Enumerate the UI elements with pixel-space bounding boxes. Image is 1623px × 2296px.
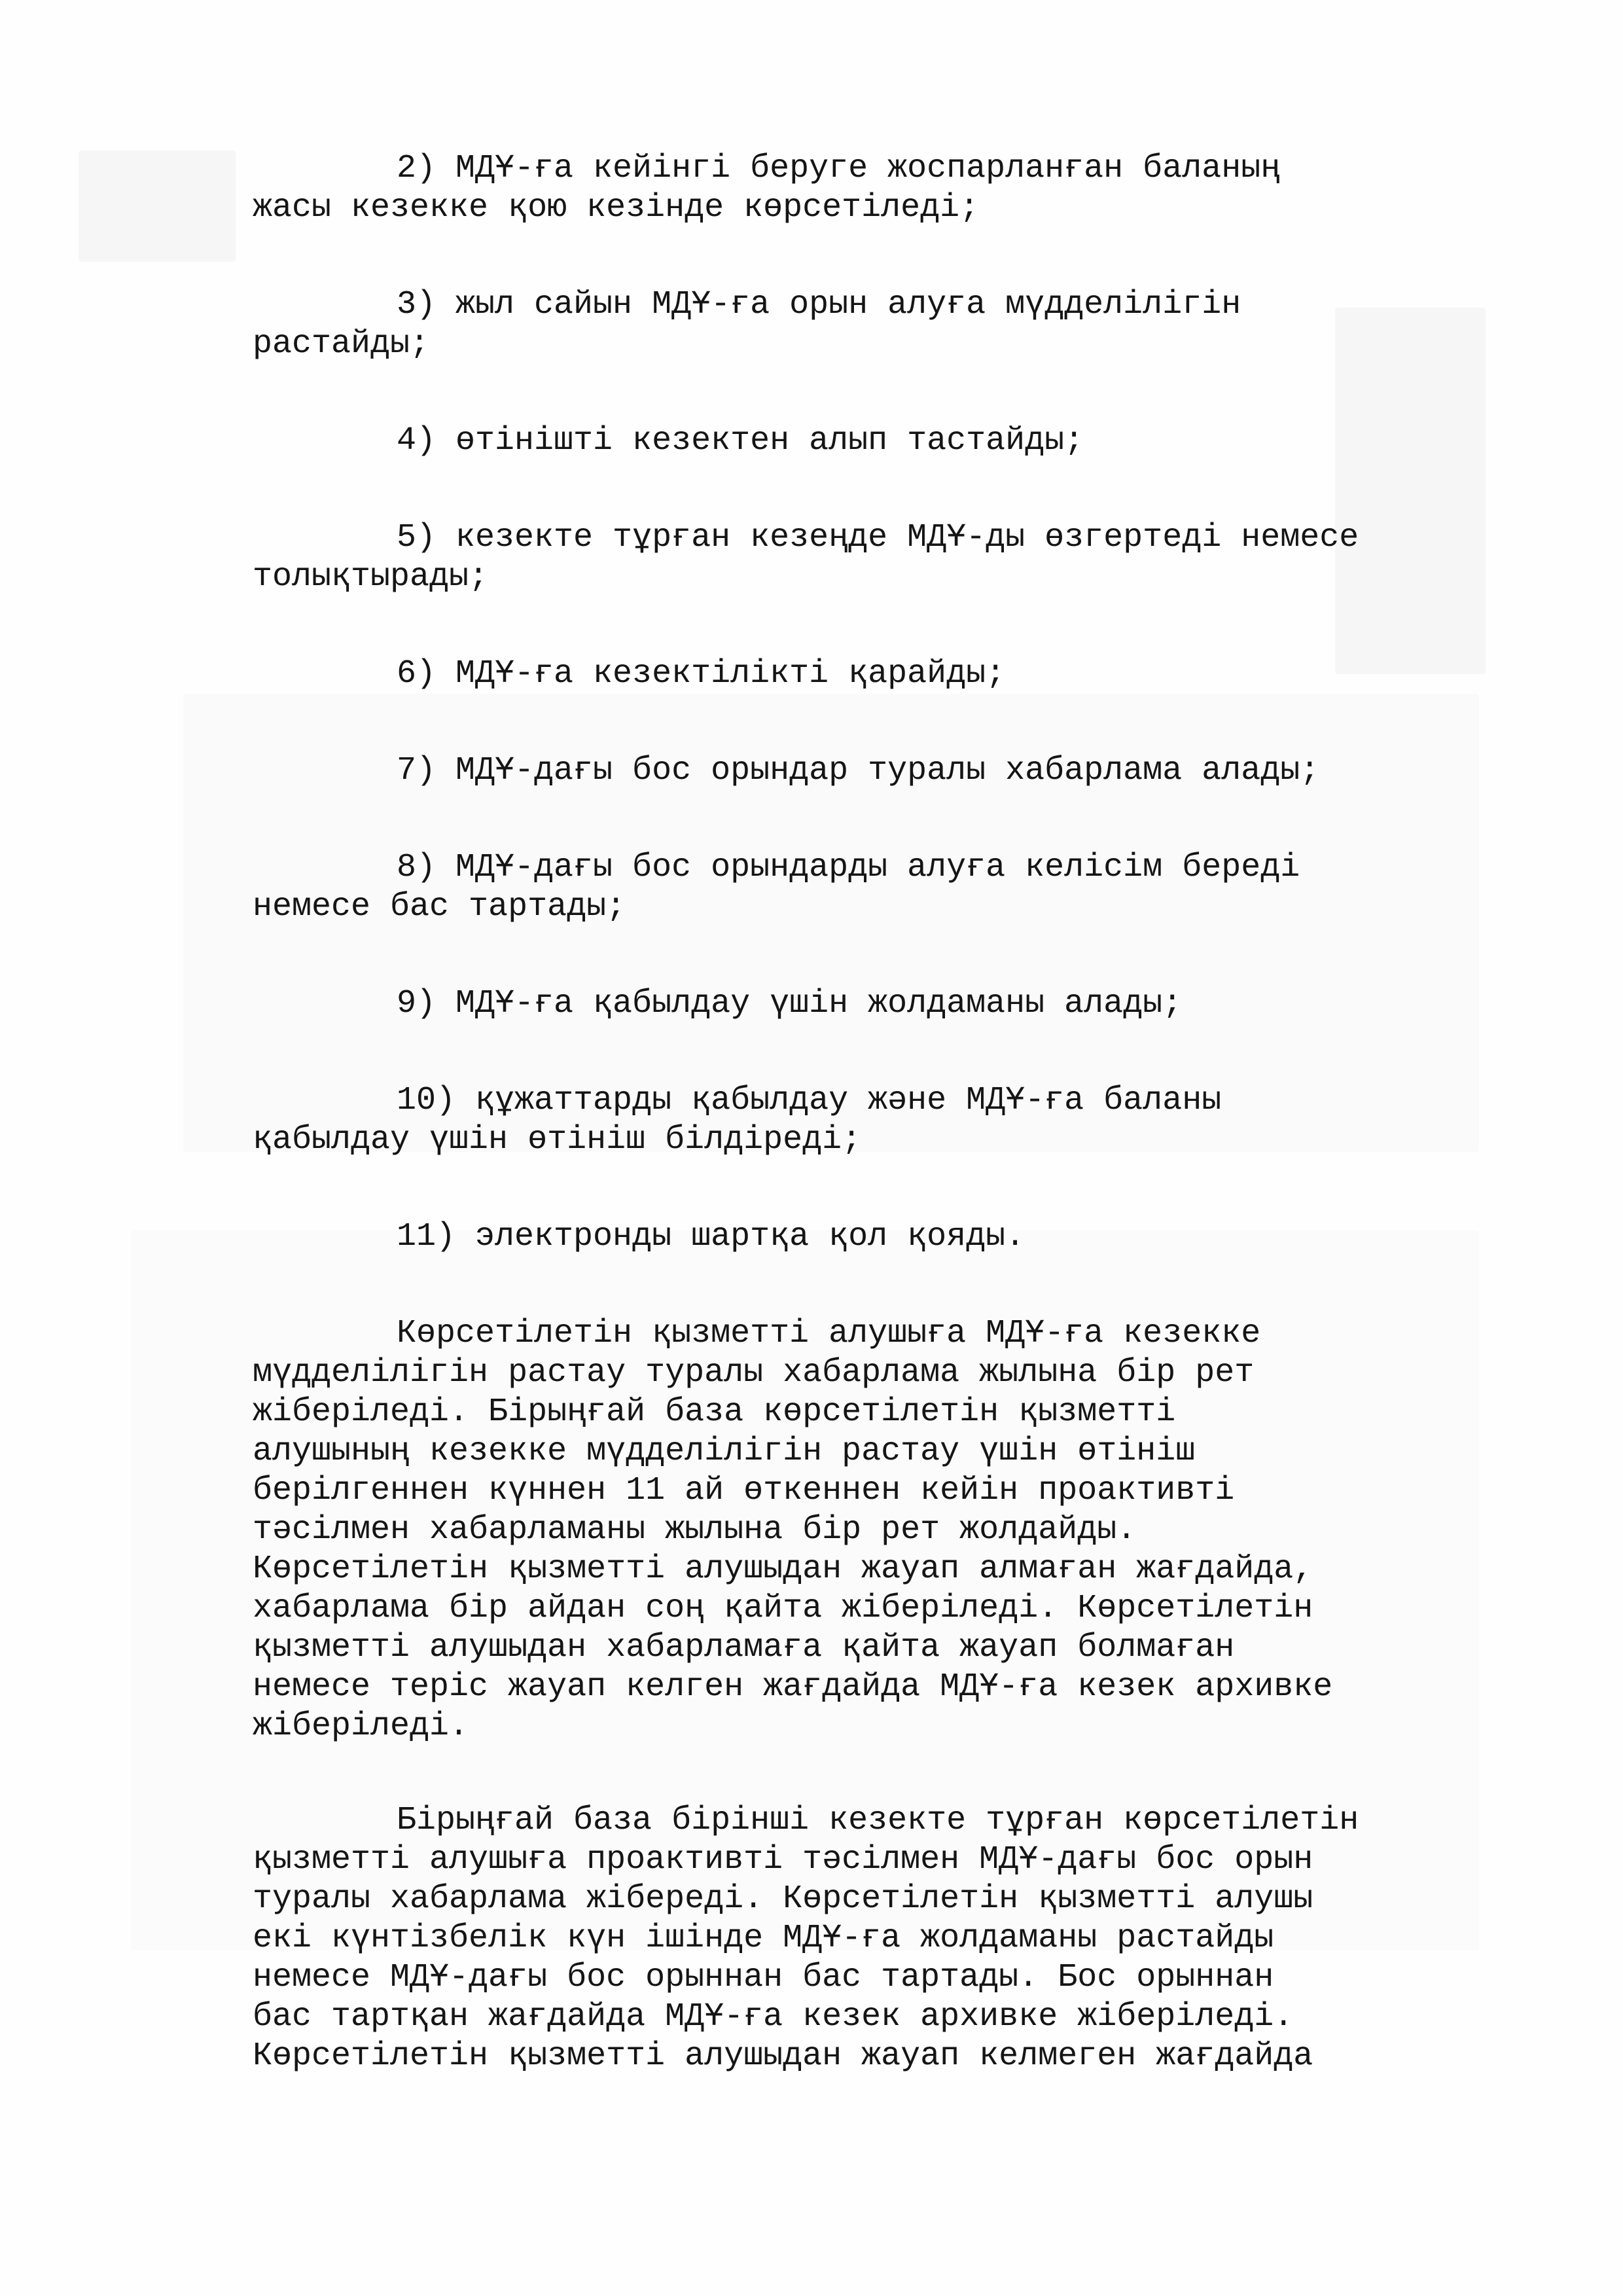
paragraph bbox=[253, 1314, 1535, 1746]
paragraph-line: хабарлама бір айдан соң қайта жіберіледі. Көрсетілетін bbox=[253, 1590, 1313, 1627]
paragraph-line: Көрсетілетін қызметті алушыдан жауап келмеген жағдайда bbox=[253, 2037, 1313, 2075]
list-item-line-first: 11) электронды шартқа қол қояды. bbox=[397, 1218, 1026, 1255]
list-item bbox=[253, 518, 1535, 597]
list-item-line: қабылдау үшін өтініш білдіреді; bbox=[253, 1121, 862, 1158]
list-item-line: жасы кезекке қою кезінде көрсетіледі; bbox=[253, 189, 980, 226]
paragraph-line: қызметті алушыдан хабарламаға қайта жауап болмаған bbox=[253, 1629, 1235, 1666]
list-item bbox=[253, 1217, 1535, 1257]
paragraph-line: немесе МДҰ-дағы бос орыннан бас тартады. Бос орыннан bbox=[253, 1959, 1274, 1996]
list-item bbox=[253, 422, 1535, 461]
list-item-line-first: 2) МДҰ-ға кейінгі беруге жоспарланған баланың bbox=[397, 150, 1281, 187]
scan-bleed-left bbox=[79, 151, 236, 262]
list-item-line-first: 8) МДҰ-дағы бос орындарды алуға келісім береді bbox=[397, 849, 1300, 886]
list-item-line-first: 4) өтінішті кезектен алып тастайды; bbox=[397, 422, 1084, 459]
paragraph bbox=[253, 1801, 1535, 2076]
paragraph-line: Көрсетілетін қызметті алушыдан жауап алмаған жағдайда, bbox=[253, 1551, 1313, 1588]
list-item bbox=[253, 984, 1535, 1024]
paragraph-line: жіберіледі. Бірыңғай база көрсетілетін қызметті bbox=[253, 1393, 1176, 1431]
list-item-line: растайды; bbox=[253, 325, 430, 363]
list-item bbox=[253, 848, 1535, 927]
paragraph-line: алушының кезекке мүдделілігін растау үшін өтініш bbox=[253, 1433, 1196, 1470]
list-item-line-first: 7) МДҰ-дағы бос орындар туралы хабарлама алады; bbox=[397, 752, 1320, 789]
paragraph-line-first: Бірыңғай база бірінші кезекте тұрған көрсетілетін bbox=[397, 1802, 1359, 1839]
paragraph-line: тәсілмен хабарламаны жылына бір рет жолдайды. bbox=[253, 1511, 1137, 1549]
list-item bbox=[253, 655, 1535, 694]
list-item-line-first: 10) құжаттарды қабылдау және МДҰ-ға баланы bbox=[397, 1082, 1222, 1119]
body-paragraphs bbox=[253, 1314, 1535, 2076]
paragraph-line: берілгеннен күннен 11 ай өткеннен кейін проактивті bbox=[253, 1472, 1235, 1509]
list-item bbox=[253, 751, 1535, 791]
list-item bbox=[253, 149, 1535, 228]
paragraph-line: мүдделілігін растау туралы хабарлама жылына бір рет bbox=[253, 1354, 1255, 1391]
paragraph-line: қызметті алушыға проактивті тәсілмен МДҰ-дағы бос орын bbox=[253, 1841, 1313, 1878]
list-item-line-first: 3) жыл сайын МДҰ-ға орын алуға мүдделілігін bbox=[397, 286, 1241, 323]
paragraph-line: екі күнтізбелік күн ішінде МДҰ-ға жолдаманы растайды bbox=[253, 1920, 1274, 1957]
paragraph-line: немесе теріс жауап келген жағдайда МДҰ-ға кезек архивке bbox=[253, 1668, 1333, 1706]
paragraph-line: туралы хабарлама жібереді. Көрсетілетін қызметті алушы bbox=[253, 1880, 1313, 1918]
list-item bbox=[253, 285, 1535, 364]
paragraph-line: бас тартқан жағдайда МДҰ-ға кезек архивке жіберіледі. bbox=[253, 1998, 1294, 2036]
paragraph-line-first: Көрсетілетін қызметті алушыға МДҰ-ға кезекке bbox=[397, 1315, 1261, 1352]
document-body bbox=[253, 149, 1535, 2131]
paragraph-line: жіберіледі. bbox=[253, 1708, 469, 1745]
list-item-line-first: 5) кезекте тұрған кезеңде МДҰ-ды өзгертеді немесе bbox=[397, 519, 1359, 556]
list-item-line: толықтырады; bbox=[253, 558, 489, 596]
list-item-line: немесе бас тартады; bbox=[253, 888, 626, 925]
list-item-line-first: 6) МДҰ-ға кезектілікті қарайды; bbox=[397, 655, 1006, 692]
list-item-line-first: 9) МДҰ-ға қабылдау үшін жолдаманы алады; bbox=[397, 985, 1183, 1022]
numbered-list bbox=[253, 149, 1535, 1257]
list-item bbox=[253, 1081, 1535, 1160]
